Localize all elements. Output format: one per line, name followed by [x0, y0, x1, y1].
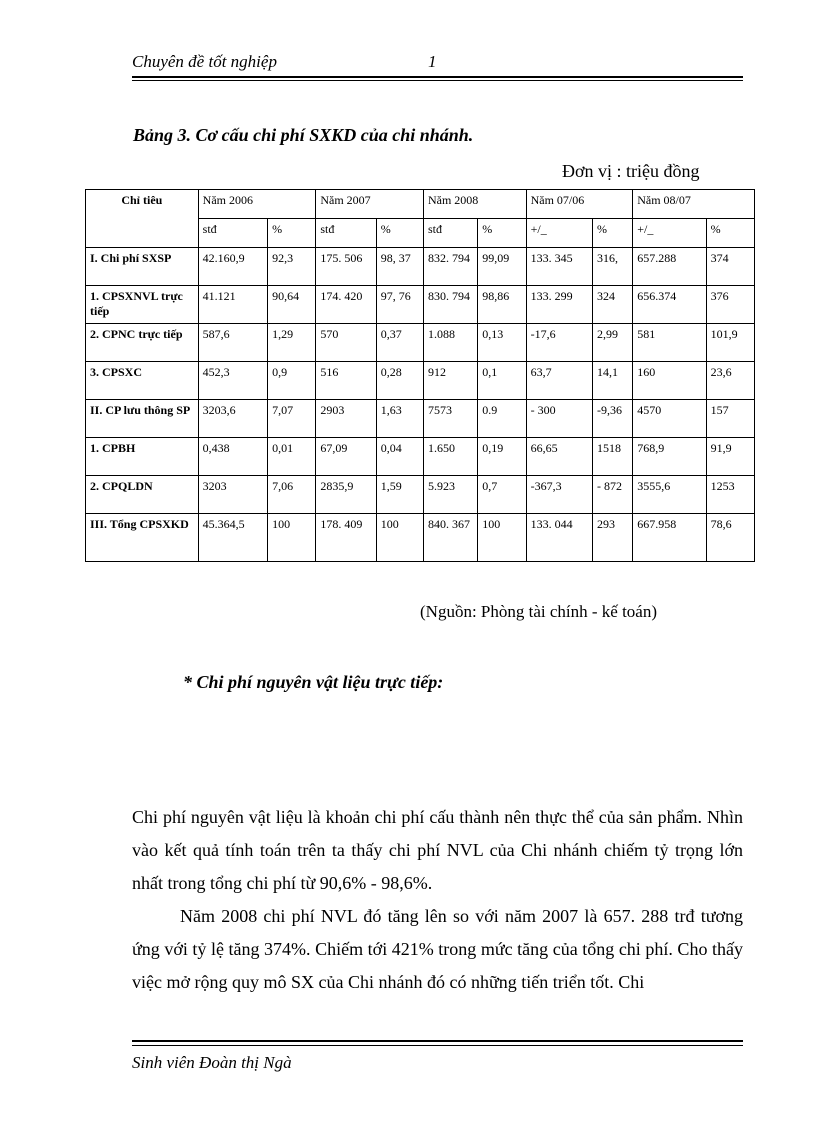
- table-cell: 768,9: [633, 438, 706, 476]
- table-cell: 98,86: [478, 286, 526, 324]
- table-cell: 157: [706, 400, 754, 438]
- footer-rule: [132, 1040, 743, 1042]
- paragraph-1: Chi phí nguyên vật liệu là khoản chi phí cấu thành nên thực thể của sản phẩm. Nhìn vào kết quả tính toán trên ta thấy chi phí NVL của Chi nhánh chiếm tỷ trọng lớn nhất trong tổng chi phí từ 90,6% - 98,6%.: [132, 807, 743, 893]
- row-label: III. Tổng CPSXKD: [86, 514, 199, 562]
- table-cell: - 872: [592, 476, 632, 514]
- table-cell: 98, 37: [376, 248, 423, 286]
- page-number: 1: [428, 52, 437, 71]
- table-cell: 2835,9: [316, 476, 376, 514]
- row-label: 1. CPSXNVL trực tiếp: [86, 286, 199, 324]
- source-note: (Nguồn: Phòng tài chính - kế toán): [420, 602, 658, 621]
- table-row: [86, 286, 755, 324]
- table-cell: 0,28: [376, 362, 423, 400]
- table-cell: -367,3: [526, 476, 592, 514]
- table-cell: 0,7: [478, 476, 526, 514]
- col-subheader: +/_: [526, 219, 592, 248]
- table-cell: 0,438: [198, 438, 267, 476]
- paragraph-2: Năm 2008 chi phí NVL đó tăng lên so với năm 2007 là 657. 288 trđ tương ứng với tỷ lệ tăng 374%. Chiếm tới 421% trong mức tăng của tổng chi phí. Cho thấy việc mở rộng quy mô SX của Chi nhánh đó có những tiến triển tốt. Chi: [132, 906, 743, 992]
- table-cell: 14,1: [592, 362, 632, 400]
- table-cell: 0,04: [376, 438, 423, 476]
- row-label: 2. CPQLDN: [86, 476, 199, 514]
- row-label: 3. CPSXC: [86, 362, 199, 400]
- table-cell: 0,9: [268, 362, 316, 400]
- table-cell: 101,9: [706, 324, 754, 362]
- table-cell: 4570: [633, 400, 706, 438]
- table-cell: 7,06: [268, 476, 316, 514]
- table-cell: 1518: [592, 438, 632, 476]
- table-cell: 23,6: [706, 362, 754, 400]
- col-group-header: Năm 2007: [316, 190, 424, 219]
- table-cell: 66,65: [526, 438, 592, 476]
- table-cell: 92,3: [268, 248, 316, 286]
- table-cell: 324: [592, 286, 632, 324]
- table-cell: 90,64: [268, 286, 316, 324]
- table-cell: 452,3: [198, 362, 267, 400]
- footer-author: Sinh viên Đoàn thị Ngà: [132, 1053, 292, 1072]
- table-row: [86, 514, 755, 562]
- section-subheading: * Chi phí nguyên vật liệu trực tiếp:: [183, 672, 444, 692]
- table-cell: 5.923: [423, 476, 477, 514]
- table-cell: 293: [592, 514, 632, 562]
- table-header-row: [86, 190, 755, 219]
- table-cell: 0,19: [478, 438, 526, 476]
- table-cell: -9,36: [592, 400, 632, 438]
- table-cell: - 300: [526, 400, 592, 438]
- table-cell: 1,63: [376, 400, 423, 438]
- table-cell: 581: [633, 324, 706, 362]
- table-cell: 133. 044: [526, 514, 592, 562]
- table-cell: 376: [706, 286, 754, 324]
- table-cell: 100: [376, 514, 423, 562]
- row-label: 2. CPNC trực tiếp: [86, 324, 199, 362]
- table-cell: 0,01: [268, 438, 316, 476]
- col-header-indicator: Chỉ tiêu: [86, 190, 199, 248]
- table-cell: 316,: [592, 248, 632, 286]
- col-subheader: stđ: [423, 219, 477, 248]
- table-cell: 3203,6: [198, 400, 267, 438]
- cost-structure-table: [85, 189, 755, 562]
- col-group-header: Năm 07/06: [526, 190, 633, 219]
- footer-rule-thin: [132, 1045, 743, 1046]
- table-cell: 100: [268, 514, 316, 562]
- table-cell: 63,7: [526, 362, 592, 400]
- table-row: [86, 438, 755, 476]
- table-cell: 0,1: [478, 362, 526, 400]
- table-cell: 42.160,9: [198, 248, 267, 286]
- table-cell: 830. 794: [423, 286, 477, 324]
- table-row: [86, 324, 755, 362]
- table-cell: 78,6: [706, 514, 754, 562]
- table-cell: 2,99: [592, 324, 632, 362]
- table-cell: 133. 299: [526, 286, 592, 324]
- table-cell: 45.364,5: [198, 514, 267, 562]
- col-group-header: Năm 2008: [423, 190, 526, 219]
- table-cell: 1.088: [423, 324, 477, 362]
- table-cell: 656.374: [633, 286, 706, 324]
- header-rule-thin: [132, 80, 743, 81]
- table-cell: 7573: [423, 400, 477, 438]
- table-cell: 99,09: [478, 248, 526, 286]
- table-row: [86, 248, 755, 286]
- table-row: [86, 362, 755, 400]
- table-cell: 832. 794: [423, 248, 477, 286]
- col-subheader: +/_: [633, 219, 706, 248]
- unit-label: Đơn vị : triệu đồng: [562, 161, 700, 181]
- table-row: [86, 476, 755, 514]
- table-cell: 3203: [198, 476, 267, 514]
- table-cell: 160: [633, 362, 706, 400]
- table-cell: 174. 420: [316, 286, 376, 324]
- col-subheader: %: [376, 219, 423, 248]
- col-subheader: stđ: [198, 219, 267, 248]
- table-cell: 97, 76: [376, 286, 423, 324]
- table-cell: 41.121: [198, 286, 267, 324]
- col-group-header: Năm 2006: [198, 190, 316, 219]
- table-cell: 374: [706, 248, 754, 286]
- table-cell: 516: [316, 362, 376, 400]
- col-subheader: %: [592, 219, 632, 248]
- header-rule: [132, 76, 743, 78]
- table-cell: 3555,6: [633, 476, 706, 514]
- col-subheader: %: [706, 219, 754, 248]
- table-cell: 0.9: [478, 400, 526, 438]
- table-cell: 67,09: [316, 438, 376, 476]
- table-cell: 91,9: [706, 438, 754, 476]
- table-cell: 133. 345: [526, 248, 592, 286]
- table-cell: 178. 409: [316, 514, 376, 562]
- table-cell: 570: [316, 324, 376, 362]
- table-cell: 667.958: [633, 514, 706, 562]
- table-cell: 0,37: [376, 324, 423, 362]
- col-group-header: Năm 08/07: [633, 190, 755, 219]
- col-subheader: %: [268, 219, 316, 248]
- table-cell: 587,6: [198, 324, 267, 362]
- table-cell: 1,29: [268, 324, 316, 362]
- row-label: II. CP lưu thông SP: [86, 400, 199, 438]
- table-row: [86, 400, 755, 438]
- table-cell: 175. 506: [316, 248, 376, 286]
- col-subheader: stđ: [316, 219, 376, 248]
- table-cell: 1253: [706, 476, 754, 514]
- table-title: Bảng 3. Cơ cấu chi phí SXKD của chi nhánh.: [133, 125, 474, 145]
- table-cell: 0,13: [478, 324, 526, 362]
- table-cell: 1.650: [423, 438, 477, 476]
- table-cell: 840. 367: [423, 514, 477, 562]
- table-cell: 912: [423, 362, 477, 400]
- table-cell: -17,6: [526, 324, 592, 362]
- table-cell: 1,59: [376, 476, 423, 514]
- col-subheader: %: [478, 219, 526, 248]
- row-label: 1. CPBH: [86, 438, 199, 476]
- table-cell: 100: [478, 514, 526, 562]
- header-title: Chuyên đề tốt nghiệp: [132, 52, 277, 71]
- row-label: I. Chi phí SXSP: [86, 248, 199, 286]
- table-cell: 2903: [316, 400, 376, 438]
- table-cell: 7,07: [268, 400, 316, 438]
- table-cell: 657.288: [633, 248, 706, 286]
